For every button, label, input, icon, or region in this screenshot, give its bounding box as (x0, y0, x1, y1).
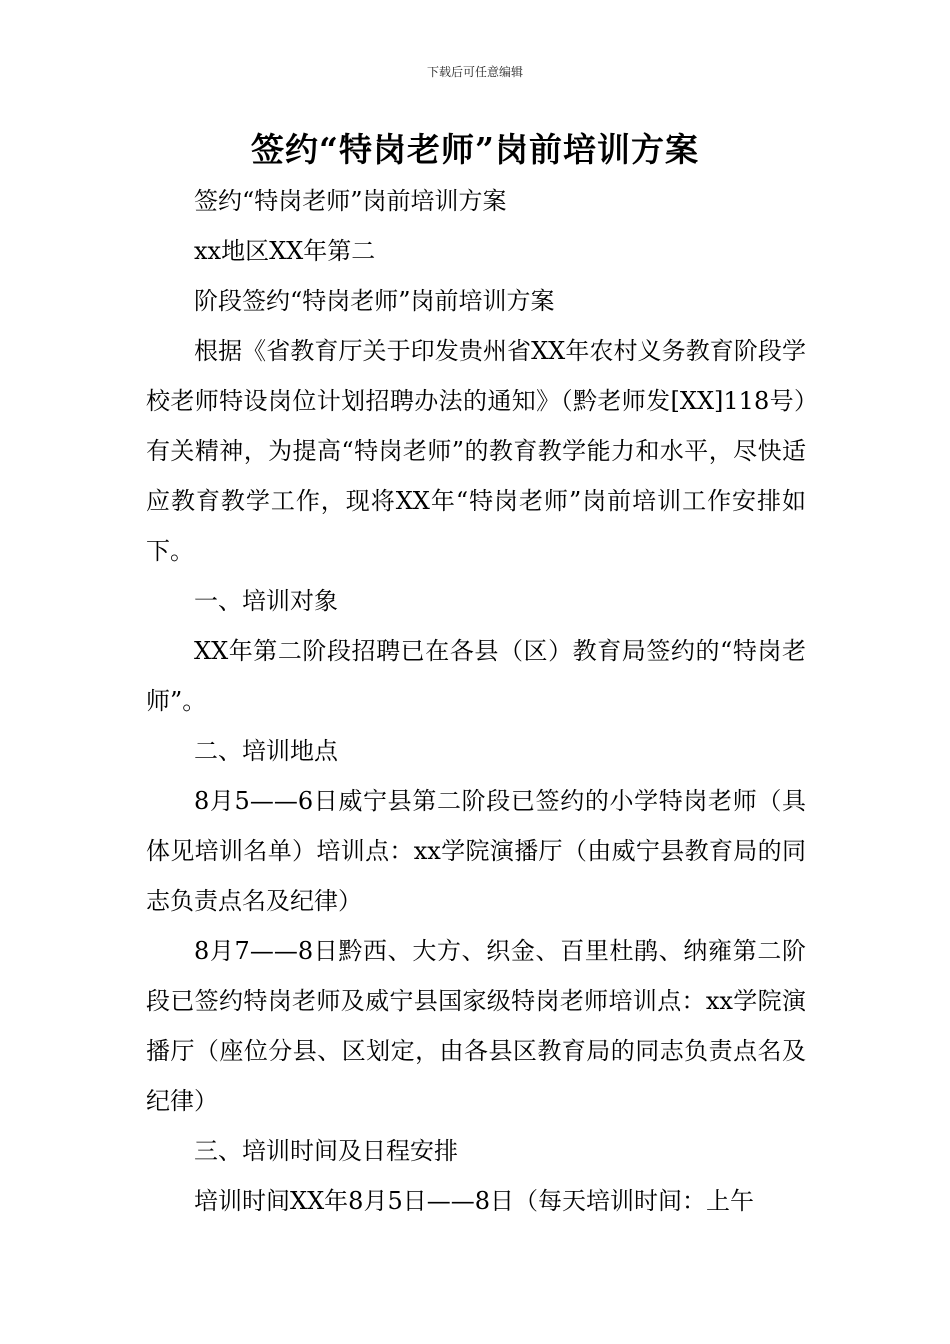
section-heading-target: 一、培训对象 (194, 587, 338, 615)
paragraph-schedule: 培训时间XX年8月5日——8日（每天培训时间：上午 (194, 1187, 754, 1215)
paragraph-stage-title: 阶段签约“特岗老师”岗前培训方案 (194, 287, 555, 315)
paragraph-location-2: 8月7——8日黔西、大方、织金、百里杜鹃、纳雍第二阶段已签约特岗老师及威宁县国家级特岗老师培训点：xx学院演播厅（座位分县、区划定，由各县区教育局的同志负责点名及纪律） (146, 937, 806, 1115)
paragraph-region-year: xx地区XX年第二 (194, 237, 376, 265)
section-heading-location: 二、培训地点 (194, 737, 338, 765)
paragraph-subtitle: 签约“特岗老师”岗前培训方案 (194, 187, 507, 215)
section-heading-schedule: 三、培训时间及日程安排 (194, 1137, 458, 1165)
header-note: 下载后可任意编辑 (426, 65, 523, 79)
document-title: 签约“特岗老师”岗前培训方案 (251, 130, 699, 169)
document-body (146, 176, 806, 1226)
paragraph-location-1: 8月5——6日威宁县第二阶段已签约的小学特岗老师（具体见培训名单）培训点：xx学院演播厅（由威宁县教育局的同志负责点名及纪律） (146, 787, 806, 915)
paragraph-basis: 根据《省教育厅关于印发贵州省XX年农村义务教育阶段学校老师特设岗位计划招聘办法的通知》（黔老师发[XX]118号）有关精神，为提高“特岗老师”的教育教学能力和水平，尽快适应教育教学工作，现将XX年“特岗老师”岗前培训工作安排如下。 (146, 337, 806, 565)
paragraph-target: XX年第二阶段招聘已在各县（区）教育局签约的“特岗老师”。 (146, 637, 806, 715)
